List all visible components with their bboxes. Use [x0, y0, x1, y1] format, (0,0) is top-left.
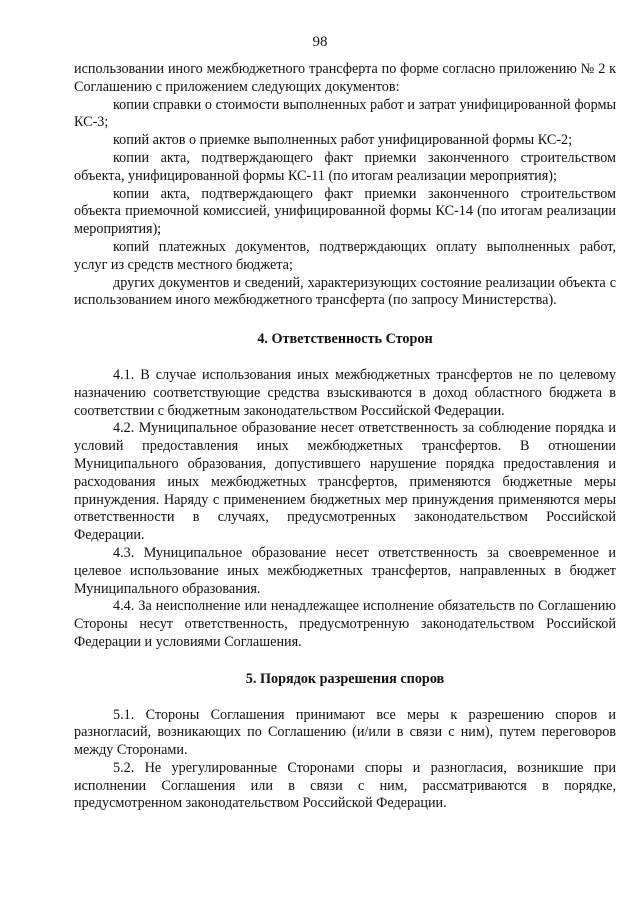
document-list-item: других документов и сведений, характеризующих состояние реализации объекта с использованием иного межбюджетного трансферта (по запросу Министерства). — [74, 274, 616, 309]
section-4-paragraph: 4.2. Муниципальное образование несет ответственность за соблюдение порядка и условий предоставления иных межбюджетных трансфертов. В отношении Муниципального образования, допустившего нарушение порядка предоставления и расходования иных межбюджетных трансфертов, применяются бюджетные меры принуждения. Наряду с применением бюджетных мер принуждения применяются меры ответственности в случаях, предусмотренных законодательством Российской Федерации. — [74, 420, 616, 544]
section-5-paragraph: 5.1. Стороны Соглашения принимают все меры к разрешению споров и разногласий, возникающих по Соглашению (и/или в связи с ним), путем переговоров между Сторонами. — [74, 706, 616, 759]
section-5-paragraph: 5.2. Не урегулированные Сторонами споры и разногласия, возникшие при исполнении Соглашения или в связи с ним, рассматриваются в порядке, предусмотренном законодательством Российской Федерации. — [74, 759, 616, 812]
section-4-paragraph: 4.1. В случае использования иных межбюджетных трансфертов не по целевому назначению соответствующие средства взыскиваются в доход областного бюджета в соответствии с бюджетным законодательством Российской Федерации. — [74, 366, 616, 419]
document-list-item: копии акта, подтверждающего факт приемки законченного строительством объекта приемочной комиссией, унифицированной формы КС-14 (по итогам реализации мероприятия); — [74, 185, 616, 238]
document-list-item: копий актов о приемке выполненных работ унифицированной формы КС-2; — [113, 132, 573, 149]
page-number: 98 — [312, 34, 328, 50]
document-list-item: копии акта, подтверждающего факт приемки законченного строительством объекта, унифицированной формы КС-11 (по итогам реализации мероприятия); — [74, 149, 616, 184]
section-4-paragraph: 4.3. Муниципальное образование несет ответственность за своевременное и целевое использование иных межбюджетных трансфертов, направленных в бюджет Муниципального образования. — [74, 544, 616, 597]
section-4-heading: 4. Ответственность Сторон — [257, 331, 433, 348]
document-list-item: копий платежных документов, подтверждающих оплату выполненных работ, услуг из средств местного бюджета; — [74, 238, 616, 273]
section-5-heading: 5. Порядок разрешения споров — [245, 670, 445, 687]
section-4-paragraph: 4.4. За неисполнение или ненадлежащее исполнение обязательств по Соглашению Стороны несут ответственность, предусмотренную законодательством Российской Федерации и условиями Соглашения. — [74, 598, 616, 650]
document-list-item: копии справки о стоимости выполненных работ и затрат унифицированной формы КС-3; — [74, 96, 616, 131]
intro-lead: использовании иного межбюджетного трансферта по форме согласно приложению № 2 к Соглашению с приложением следующих документов: — [74, 61, 616, 95]
document-body — [74, 61, 616, 813]
